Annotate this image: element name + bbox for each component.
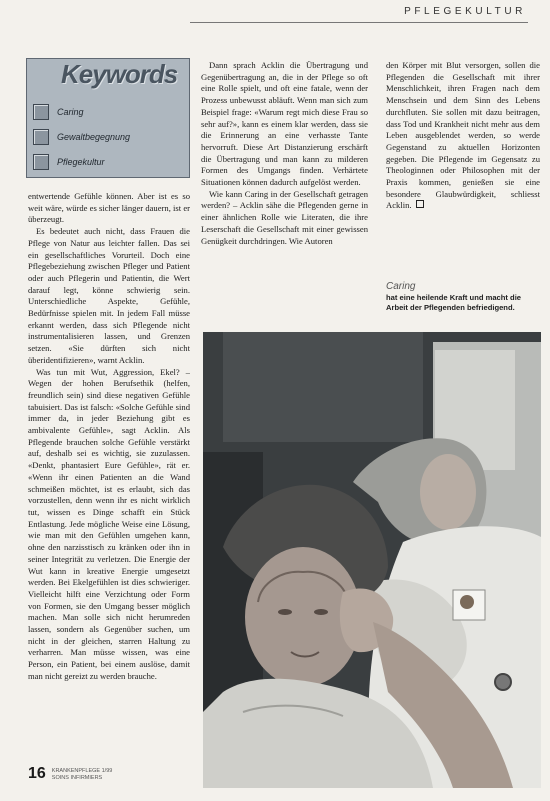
caption-text: hat eine heilende Kraft und macht die Arbeit der Pflegenden befriedigend. xyxy=(386,293,522,312)
journal-line: SOINS INFIRMIERS xyxy=(51,774,103,781)
keywords-box xyxy=(26,58,190,178)
caption-title: Caring xyxy=(386,281,416,292)
paragraph: Dann sprach Acklin die Übertragung und Gegenübertragung an, die in der Pflege so oft eine Rolle spielt, und oft eine fatale, wenn der Prozess unbewusst abläuft. Wenn man sich zum Beispiel frage: «Warum regt mich diese Frau so sehr auf?», kann es einem klar werden, dass sie die Erinnerung an eine verhasste Tante hervorruft. Diese Art Distanzierung erschärft die Übertragung und man kann zu milderen Formen des Umgangs finden. Verhärtete Situationen können dadurch aufgelöst werden. xyxy=(201,60,368,188)
section-header: PFLEGEKULTUR xyxy=(404,6,526,17)
journal-name xyxy=(52,768,113,783)
end-of-article-icon xyxy=(416,200,424,208)
paragraph: entwertende Gefühle können. Aber ist es so weit wäre, würde es sicher länger dauern, ist er überzeugt. xyxy=(28,191,190,225)
paragraph xyxy=(386,60,540,212)
paragraph: Es bedeutet auch nicht, dass Frauen die Pflege von Natur aus leichter fallen. Das sei ein gesellschaftliches Vorurteil. Doch eine Pflegebeziehung zwischen Pfleger und Patient oder auch Pflegerin und Patientin, die Wert darauf legt, könne schwierig sein. Unterschiedliche Aspekte, Gefühle, Bedürfnisse spielen mit. In jedem Fall müsse erkannt werden, dass sich Pflegende nicht instrumentalisieren lassen, und Grenzen setzen. «Sie dürften sich nicht überidentifizieren», warnt Acklin. xyxy=(28,226,190,365)
article-photo xyxy=(203,332,541,788)
paragraph: Wie kann Caring in der Gesellschaft getragen werden? – Acklin sähe die Pflegenden gerne in einer ähnlichen Rolle wie Literaten, die ihre Leserschaft die Gesellschaft mit einer gewissen Genügkeit durchdringen. Wie Autoren xyxy=(201,188,368,246)
keyword-label: Pflegekultur xyxy=(57,157,105,167)
checkbox-icon xyxy=(33,129,49,145)
keywords-list xyxy=(33,101,185,176)
paragraph: Was tun mit Wut, Aggression, Ekel? – Wegen der hohen Berufsethik (helfen, freundlich sein) sind diese negativen Gefühle tabuisiert. Das ist falsch: «Solche Gefühle sind immer da, in jeder Beziehung gibt es ambivalente Gefühle», sagt Acklin. Als Pflegende brauchen solche Gefühle verstärkt auf, deshalb sei es wichtig, sie zuzulassen. «Denkt, phantasiert Eure Gefühle», rät er. «Wenn ihr einen Patienten an die Wand schmeißen möchtet, ist es erlaubt, sich das vorzustellen, denn wenn ihr es nicht wirklich tut, wissen es Dinge schafft ein Stück Entlastung. Jede mögliche Weise eine Lösung, wie man mit den Gefühlen umgehen kann, ohne den narzisstisch zu kränken oder ihn in seiner Integrität zu verletzen. Die Energie der Wut kann in kreative Energie umgesetzt werden. Bei Ekelgefühlen ist dies schwieriger. Vielleicht hilft eine Verzichtung oder Form von Formen, sie den Umgang besser möglich machen. Man solle sich nicht herumreden lassen, sondern als Gegenüber suchen, um nicht in der gleichen, starren Haltung zu verharren. Man müsse wissen, was eine Person, ein Patient, bei einem auslöse, damit man nicht gereizt zu werden brauche. xyxy=(28,366,190,681)
photo-nurse-patient xyxy=(203,332,541,788)
header-rule xyxy=(190,22,528,23)
keyword-label: Gewaltbegegnung xyxy=(57,132,131,142)
keyword-item xyxy=(33,101,185,123)
keyword-label: Caring xyxy=(57,107,84,117)
keywords-title: Keywords xyxy=(61,59,178,89)
article-column-middle xyxy=(201,60,368,320)
page-footer xyxy=(28,765,112,783)
page-number: 16 xyxy=(28,765,46,782)
checkbox-icon xyxy=(33,104,49,120)
checkbox-icon xyxy=(33,154,49,170)
journal-line: KRANKENPFLEGE 1/99 xyxy=(51,768,113,774)
article-column-left xyxy=(28,191,190,763)
article-column-right xyxy=(386,60,540,240)
keyword-item xyxy=(33,126,185,148)
keyword-item xyxy=(33,151,185,173)
paragraph-text: den Körper mit Blut versorgen, sollen die Pflegenden die Gesellschaft mit ihrer Menschlichkeit, ihren Fragen nach dem Menschsein und dem Sinn des Lebens durchfluten. Sie sollen mit dazu beitragen, dass Tod und Krankheit nicht mehr aus dem Leben ausgeblendet werden, so werde Gegenstand zu aktuellen Horizonten gegeben. Die Pflegende im Gegensatz zu Theologinnen oder Philosophen mit der Praxis kommen, genießen sie eine besondere Glaubwürdigkeit, schliesst Acklin. xyxy=(386,60,540,211)
photo-caption xyxy=(386,282,536,313)
